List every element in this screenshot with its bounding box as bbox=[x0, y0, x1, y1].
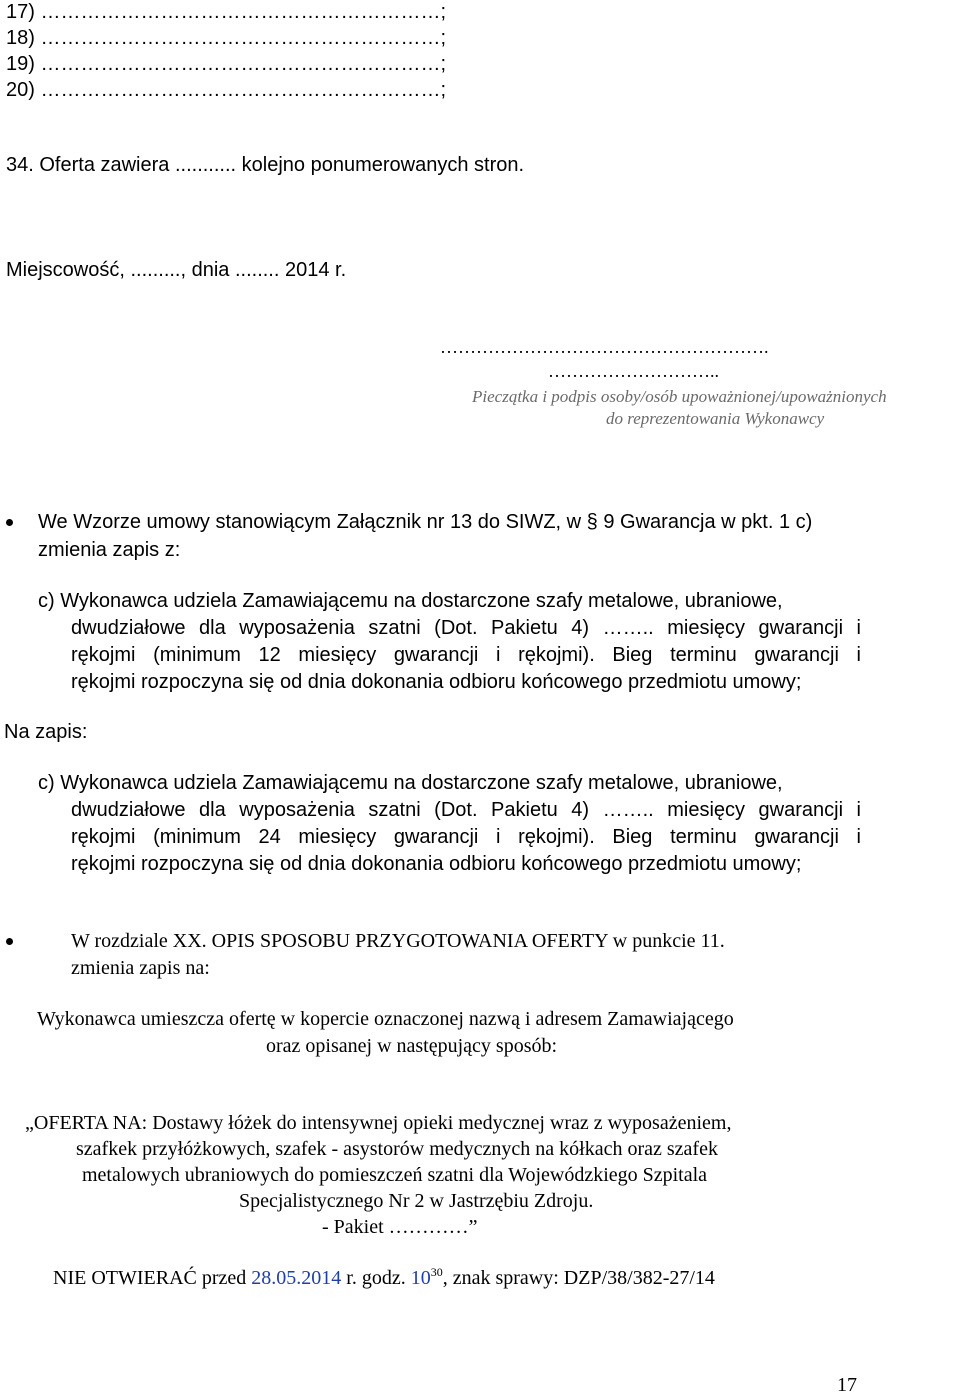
bullet-icon bbox=[6, 519, 13, 526]
bullet-icon bbox=[6, 938, 13, 945]
amendment-intro: We Wzorze umowy stanowiącym Załącznik nr 13 do SIWZ, w § 9 Gwarancja w pkt. 1 c) bbox=[38, 511, 813, 533]
amendment-intro: zmienia zapis z: bbox=[38, 539, 181, 561]
signature-caption: Pieczątka i podpis osoby/osób upoważnionej/upoważnionych bbox=[472, 387, 887, 406]
envelope-label-line: Specjalistycznego Nr 2 w Jastrzębiu Zdroju. bbox=[239, 1190, 594, 1212]
page-number: 17 bbox=[837, 1374, 857, 1396]
signature-dots: ……………………….. bbox=[548, 361, 719, 381]
list-item: 19) ……………………………………………………; bbox=[6, 53, 447, 75]
do-not-open-mid: r. godz. bbox=[341, 1267, 411, 1289]
envelope-label-line: - Pakiet …………” bbox=[322, 1216, 478, 1238]
na-zapis-label: Na zapis: bbox=[4, 721, 88, 743]
list-item: 20) ……………………………………………………; bbox=[6, 79, 447, 101]
signature-dots: ………………………………………………. bbox=[440, 337, 769, 357]
offer-page-count: 34. Oferta zawiera ........... kolejno ponumerowanych stron. bbox=[6, 154, 525, 176]
old-clause-line: c) Wykonawca udziela Zamawiającemu na dostarczone szafy metalowe, ubraniowe, bbox=[38, 590, 783, 612]
old-clause-line: rękojmi (minimum 12 miesięcy gwarancji i rękojmi). Bieg terminu gwarancji i bbox=[71, 644, 861, 666]
envelope-label-line: metalowych ubraniowych do pomieszczeń szatni dla Wojewódzkiego Szpitala bbox=[82, 1164, 708, 1186]
amendment-intro: zmienia zapis na: bbox=[71, 957, 210, 979]
new-clause-line: dwudziałowe dla wyposażenia szatni (Dot. Pakietu 4) …….. miesięcy gwarancji i bbox=[71, 799, 861, 821]
old-clause-line: dwudziałowe dla wyposażenia szatni (Dot. Pakietu 4) …….. miesięcy gwarancji i bbox=[71, 617, 861, 639]
envelope-label-line: „OFERTA NA: Dostawy łóżek do intensywnej opieki medycznej wraz z wyposażeniem, bbox=[25, 1112, 732, 1134]
amendment-intro: W rozdziale XX. OPIS SPOSOBU PRZYGOTOWANIA OFERTY w punkcie 11. bbox=[71, 930, 725, 952]
old-clause-line: rękojmi rozpoczyna się od dnia dokonania odbioru końcowego przedmiotu umowy; bbox=[71, 671, 802, 693]
new-clause-line: c) Wykonawca udziela Zamawiającemu na dostarczone szafy metalowe, ubraniowe, bbox=[38, 772, 783, 794]
new-clause-line: rękojmi (minimum 24 miesięcy gwarancji i rękojmi). Bieg terminu gwarancji i bbox=[71, 826, 861, 848]
do-not-open-line bbox=[53, 1265, 715, 1289]
place-and-date: Miejscowość, ........., dnia ........ 2014 r. bbox=[6, 259, 347, 281]
case-number: , znak sprawy: DZP/38/382-27/14 bbox=[442, 1267, 715, 1289]
new-clause-line: rękojmi rozpoczyna się od dnia dokonania odbioru końcowego przedmiotu umowy; bbox=[71, 853, 802, 875]
signature-caption: do reprezentowania Wykonawcy bbox=[606, 409, 825, 428]
opening-hour: 10 bbox=[410, 1267, 431, 1289]
list-item: 17) ……………………………………………………; bbox=[6, 1, 447, 23]
do-not-open-prefix: NIE OTWIERAĆ przed bbox=[53, 1267, 252, 1289]
opening-minutes: 30 bbox=[430, 1265, 443, 1279]
opening-date: 28.05.2014 bbox=[251, 1267, 342, 1289]
envelope-instruction: oraz opisanej w następujący sposób: bbox=[266, 1035, 558, 1057]
list-item: 18) ……………………………………………………; bbox=[6, 27, 447, 49]
envelope-instruction: Wykonawca umieszcza ofertę w kopercie oznaczonej nazwą i adresem Zamawiającego bbox=[37, 1008, 734, 1030]
envelope-label-line: szafkek przyłóżkowych, szafek - asystorów medycznych na kółkach oraz szafek bbox=[76, 1138, 718, 1160]
